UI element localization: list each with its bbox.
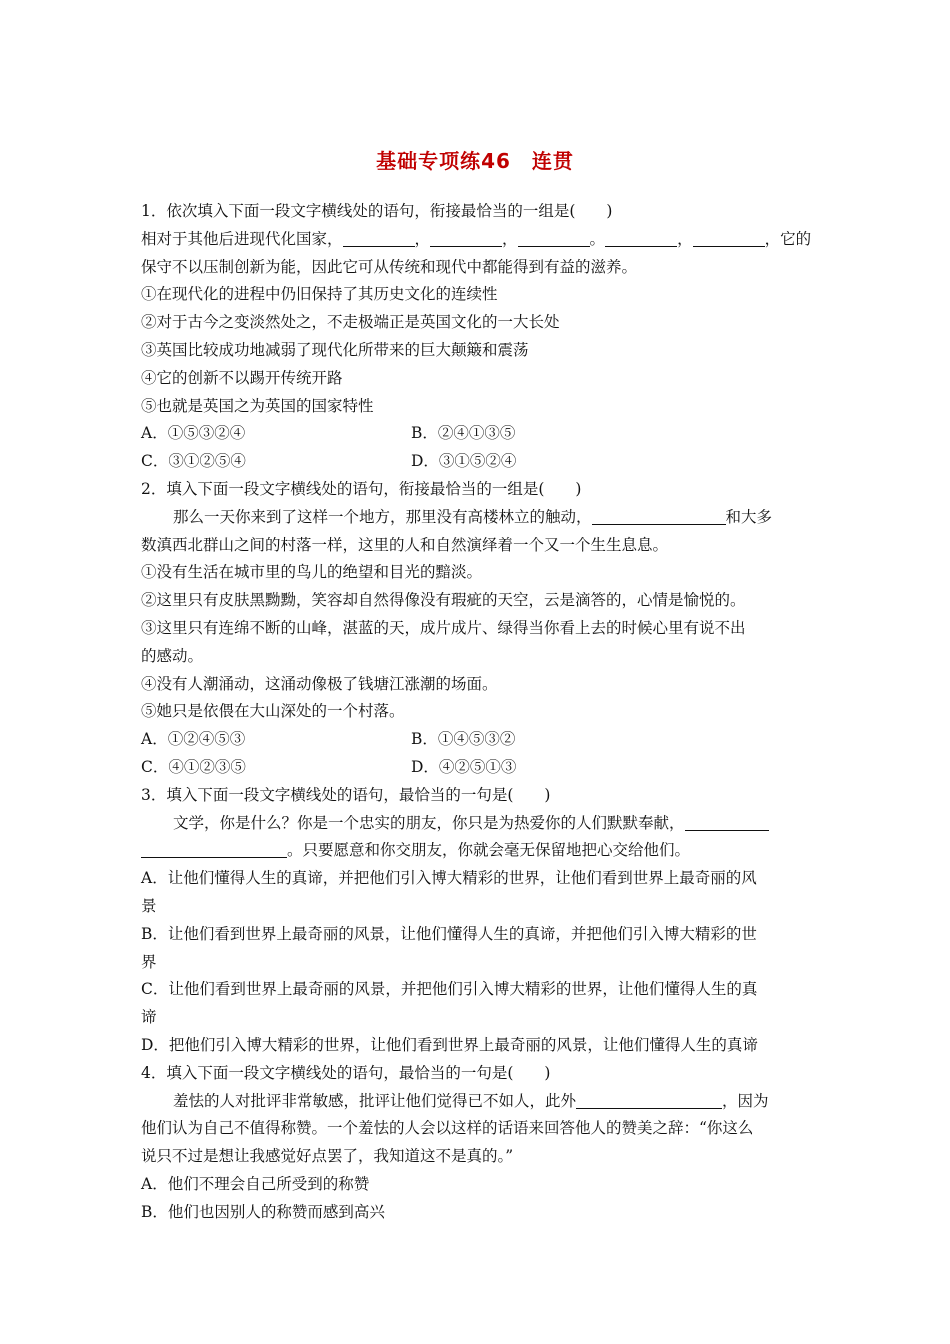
q1-sentence-2: ②对于古今之变淡然处之，不走极端正是英国文化的一大长处 — [141, 313, 560, 332]
q2-sentence-1: ①没有生活在城市里的鸟儿的绝望和目光的黯淡。 — [141, 563, 483, 582]
q3-passage-part: 文学，你是什么？你是一个忠实的朋友，你只是为热爱你的人们默默奉献， — [173, 813, 685, 832]
q2-option-a: A．①②④⑤③ — [141, 730, 246, 749]
q2-stem: 2．填入下面一段文字横线处的语句，衔接最恰当的一组是( ) — [141, 479, 582, 498]
q4-option-b: B．他们也因别人的称赞而感到高兴 — [141, 1202, 385, 1221]
q1-option-d: D．③①⑤②④ — [411, 452, 517, 471]
q3-option-b: B．让他们看到世界上最奇丽的风景，让他们懂得人生的真谛，并把他们引入博大精彩的世 — [141, 924, 757, 943]
blank-line — [605, 229, 677, 247]
q3-option-c: C．让他们看到世界上最奇丽的风景，并把他们引入博大精彩的世界，让他们懂得人生的真 — [141, 980, 758, 999]
page-title: 基础专项练46 连贯 — [376, 149, 574, 173]
q3-passage-line-2 — [141, 837, 813, 865]
q1-text-part: 相对于其他后进现代化国家， — [141, 229, 343, 248]
q1-options-row-2 — [141, 448, 813, 476]
q4-option-a: A．他们不理会自己所受到的称赞 — [141, 1174, 370, 1193]
blank-line — [518, 229, 590, 247]
blank-line — [343, 229, 415, 247]
q2-passage-part: 和大多 — [725, 507, 773, 526]
q1-option-b: B．②④①③⑤ — [411, 424, 516, 443]
q2-sentence-4: ④没有人潮涌动，这涌动像极了钱塘江涨潮的场面。 — [141, 674, 498, 693]
q1-text-line-1 — [141, 226, 813, 254]
q3-option-b-cont: 界 — [141, 952, 157, 971]
blank-line — [141, 840, 287, 858]
q1-options-row-1 — [141, 420, 813, 448]
q1-sentence-5: ⑤也就是英国之为英国的国家特性 — [141, 396, 374, 415]
q1-option-a: A．①⑤③②④ — [141, 424, 246, 443]
q3-option-a-cont: 景 — [141, 896, 157, 915]
q2-option-c: C．④①②③⑤ — [141, 757, 246, 776]
q4-passage-line-1 — [141, 1088, 813, 1116]
q1-sentence-1: ①在现代化的进程中仍旧保持了其历史文化的连续性 — [141, 285, 498, 304]
q1-text-line-2: 保守不以压制创新为能，因此它可从传统和现代中都能得到有益的滋养。 — [141, 257, 638, 276]
q4-passage-line-2: 他们认为自己不值得称赞。一个羞怯的人会以这样的话语来回答他人的赞美之辞：“你这么 — [141, 1119, 754, 1138]
q3-option-d: D．把他们引入博大精彩的世界，让他们看到世界上最奇丽的风景，让他们懂得人生的真谛 — [141, 1035, 758, 1054]
q2-options-row-2 — [141, 754, 813, 782]
q2-passage-part: 那么一天你来到了这样一个地方，那里没有高楼林立的触动， — [173, 507, 592, 526]
q2-passage-line-1 — [141, 504, 813, 532]
q2-options-row-1 — [141, 726, 813, 754]
q4-passage-part: ，因为 — [722, 1091, 769, 1110]
q2-option-d: D．④②⑤①③ — [411, 757, 517, 776]
q1-sep: 。 — [589, 229, 606, 248]
q1-sep: ，它的 — [764, 229, 812, 248]
q1-sep: ， — [677, 229, 693, 248]
q1-sentence-3: ③英国比较成功地减弱了现代化所带来的巨大颠簸和震荡 — [141, 340, 529, 359]
question-content — [141, 198, 813, 1226]
blank-line — [430, 229, 502, 247]
q1-sep: ， — [502, 229, 518, 248]
q2-sentence-2: ②这里只有皮肤黑黝黝，笑容却自然得像没有瑕疵的天空，云是滴答的，心情是愉悦的。 — [141, 591, 746, 610]
blank-line — [576, 1091, 722, 1109]
q2-option-b: B．①④⑤③② — [411, 730, 516, 749]
q1-sep: ， — [414, 229, 431, 248]
q2-sentence-5: ⑤她只是依偎在大山深处的一个村落。 — [141, 702, 405, 721]
q2-sentence-3: ③这里只有连绵不断的山峰，湛蓝的天，成片成片、绿得当你看上去的时候心里有说不出 — [141, 618, 746, 637]
q1-option-c: C．③①②⑤④ — [141, 452, 246, 471]
q3-stem: 3．填入下面一段文字横线处的语句，最恰当的一句是( ) — [141, 785, 551, 804]
blank-line — [592, 507, 726, 525]
q1-sentence-4: ④它的创新不以踢开传统开路 — [141, 368, 343, 387]
q4-passage-line-3: 说只不过是想让我感觉好点罢了，我知道这不是真的。” — [141, 1147, 514, 1166]
blank-line — [685, 813, 769, 831]
q1-stem: 1．依次填入下面一段文字横线处的语句，衔接最恰当的一组是( ) — [141, 202, 613, 220]
q3-passage-line-1 — [141, 810, 813, 838]
q2-sentence-3-cont: 的感动。 — [141, 646, 204, 665]
q4-passage-part: 羞怯的人对批评非常敏感，批评让他们觉得已不如人，此外 — [173, 1091, 577, 1110]
q2-passage-line-2: 数滇西北群山之间的村落一样，这里的人和自然演绎着一个又一个生生息息。 — [141, 535, 669, 554]
q3-passage-part: 。只要愿意和你交朋友，你就会毫无保留地把心交给他们。 — [287, 841, 691, 860]
q4-stem: 4．填入下面一段文字横线处的语句，最恰当的一句是( ) — [141, 1063, 551, 1082]
blank-line — [693, 229, 765, 247]
q3-option-a: A．让他们懂得人生的真谛，并把他们引入博大精彩的世界，让他们看到世界上最奇丽的风 — [141, 869, 757, 888]
q3-option-c-cont: 谛 — [141, 1008, 157, 1027]
